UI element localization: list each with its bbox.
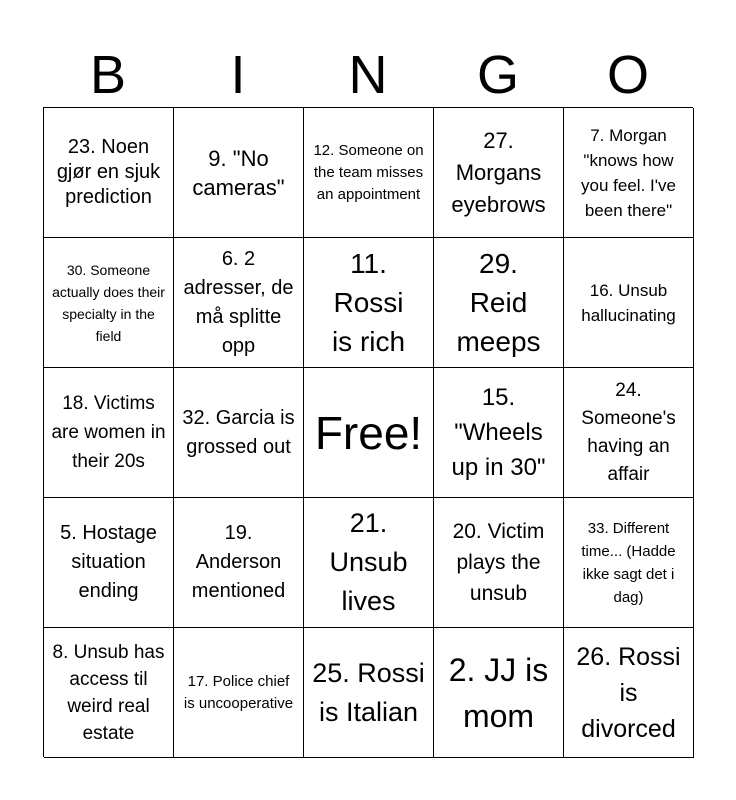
bingo-cell[interactable] [304,238,434,368]
cell-text: 26. Rossi is divorced [576,642,681,743]
cell-text: 16. Unsub hallucinating [581,280,676,325]
cell-text: 21. Unsub lives [329,508,408,616]
bingo-grid [43,107,693,757]
cell-text: 30. Someone actually does their specialty in the field [52,261,165,344]
header-letter-b: B [89,45,127,105]
cell-text: 20. Victim plays the unsub [452,520,545,605]
bingo-cell[interactable] [174,368,304,498]
cell-text: 24. Someone's having an affair [581,379,676,485]
free-space-text: Free! [314,406,423,459]
bingo-cell[interactable] [564,498,694,628]
bingo-cell[interactable] [564,238,694,368]
cell-text: 9. "No cameras" [192,145,285,200]
bingo-cell[interactable] [174,108,304,238]
bingo-cell[interactable] [304,628,434,758]
bingo-cell[interactable] [174,498,304,628]
cell-text: 33. Different time... (Hadde ikke sagt det i dag) [581,519,676,606]
cell-text: 23. Noen gjør en sjuk prediction [56,136,161,208]
bingo-cell[interactable] [44,108,174,238]
bingo-cell[interactable] [304,498,434,628]
bingo-header [43,44,693,106]
cell-text: 29. Reid meeps [456,248,541,357]
cell-text: 6. 2 adresser, de må splitte opp [183,247,294,357]
header-letter-n: N [348,45,388,105]
cell-text: 17. Police chief is uncooperative [183,672,294,712]
cell-text: 12. Someone on the team misses an appointment [313,141,424,203]
bingo-cell[interactable] [44,238,174,368]
bingo-cell[interactable] [434,498,564,628]
cell-text: 19. Anderson mentioned [191,522,286,602]
bingo-cell[interactable] [174,628,304,758]
cell-text: 15. "Wheels up in 30" [451,384,546,481]
bingo-cell[interactable] [434,368,564,498]
bingo-cell[interactable] [434,238,564,368]
cell-text: 7. Morgan "knows how you feel. I've been there" [581,125,676,220]
bingo-cell-free[interactable] [304,368,434,498]
cell-text: 32. Garcia is grossed out [182,406,295,458]
cell-text: 25. Rossi is Italian [312,657,425,727]
bingo-cell[interactable] [564,628,694,758]
header-letter-i: I [230,45,246,105]
cell-text: 18. Victims are women in their 20s [51,393,166,472]
bingo-cell[interactable] [564,368,694,498]
cell-text: 2. JJ is mom [448,651,549,734]
cell-text: 8. Unsub has access til weird real estate [52,641,165,744]
bingo-cell[interactable] [44,628,174,758]
bingo-cell[interactable] [434,108,564,238]
cell-text: 11. Rossi is rich [331,248,406,357]
cell-text: 27. Morgans eyebrows [451,127,546,217]
header-letter-g: G [476,45,519,105]
bingo-cell[interactable] [434,628,564,758]
bingo-cell[interactable] [174,238,304,368]
bingo-cell[interactable] [564,108,694,238]
header-letter-o: O [606,45,649,105]
bingo-cell[interactable] [44,498,174,628]
bingo-cell[interactable] [44,368,174,498]
bingo-cell[interactable] [304,108,434,238]
cell-text: 5. Hostage situation ending [60,522,157,602]
